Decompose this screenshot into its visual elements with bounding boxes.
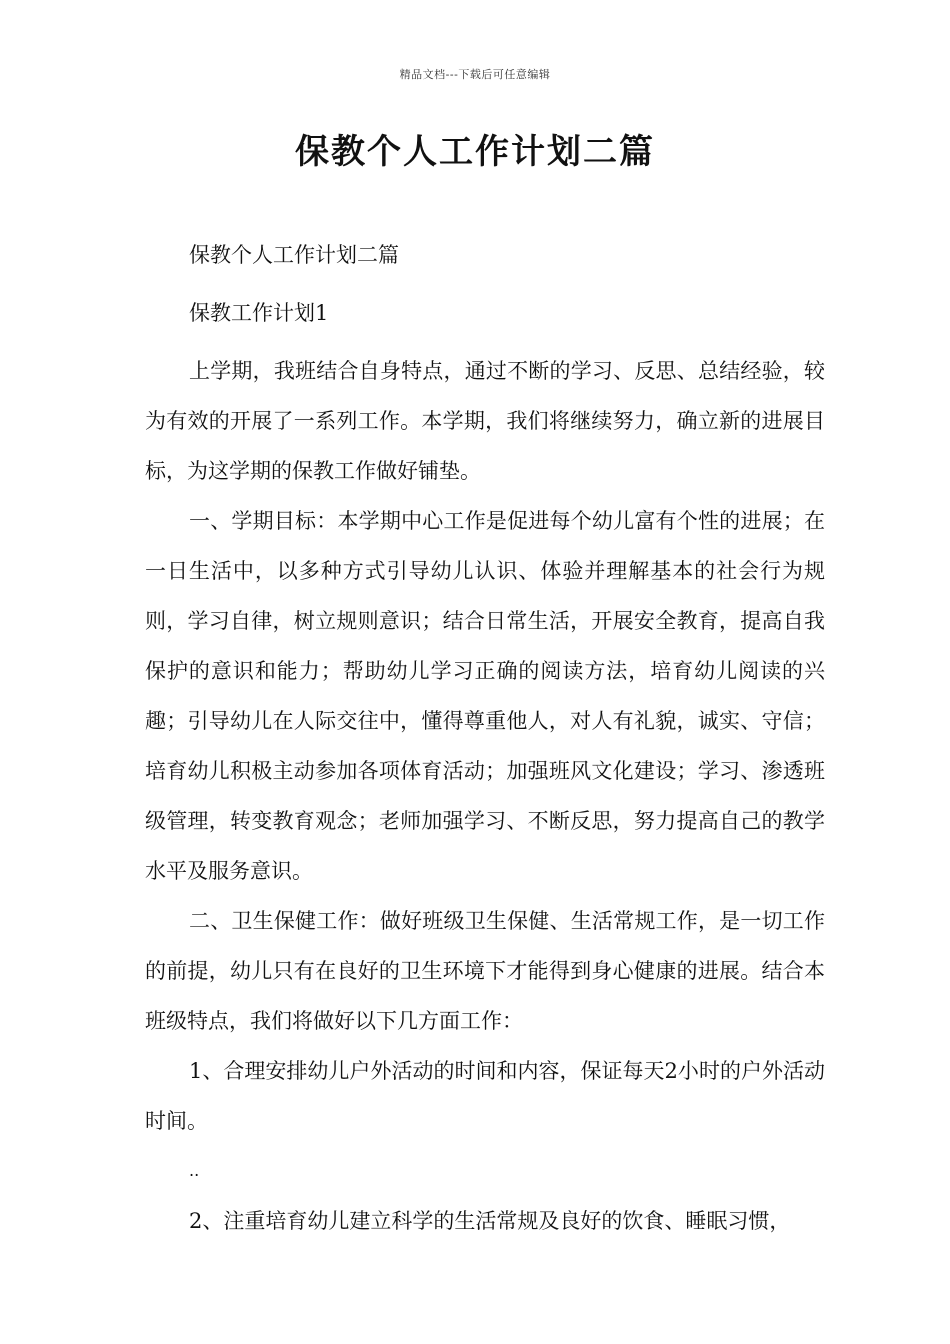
paragraph-item-1: 1、合理安排幼儿户外活动的时间和内容，保证每天2小时的户外活动时间。 xyxy=(145,1059,825,1133)
paragraph-item-2: 2、注重培育幼儿建立科学的生活常规及良好的饮食、睡眠习惯， xyxy=(189,1209,791,1233)
document-body xyxy=(145,230,825,1246)
paragraph-health: 二、卫生保健工作：做好班级卫生保健、生活常规工作，是一切工作的前提，幼儿只有在良好的卫生环境下才能得到身心健康的进展。结合本班级特点，我们将做好以下几方面工作： xyxy=(145,909,825,1033)
paragraph-subtitle: 保教个人工作计划二篇 xyxy=(189,243,399,267)
paragraph-intro: 上学期，我班结合自身特点，通过不断的学习、反思、总结经验，较为有效的开展了一系列工作。本学期，我们将继续努力，确立新的进展目标，为这学期的保教工作做好铺垫。 xyxy=(145,359,825,483)
paragraph-separator: .. xyxy=(189,1161,200,1180)
document-title: 保教个人工作计划二篇 xyxy=(295,132,655,172)
paragraph-goals: 一、学期目标：本学期中心工作是促进每个幼儿富有个性的进展；在一日生活中，以多种方式引导幼儿认识、体验并理解基本的社会行为规则，学习自律，树立规则意识；结合日常生活，开展安全教育，提高自我保护的意识和能力；帮助幼儿学习正确的阅读方法，培育幼儿阅读的兴趣；引导幼儿在人际交往中，懂得尊重他人，对人有礼貌，诚实、守信；培育幼儿积极主动参加各项体育活动；加强班风文化建设；学习、渗透班级管理，转变教育观念；老师加强学习、不断反思，努力提高自己的教学水平及服务意识。 xyxy=(145,509,825,883)
paragraph-section-heading: 保教工作计划1 xyxy=(189,301,329,325)
header-note: 精品文档---下载后可任意编辑 xyxy=(399,68,551,81)
